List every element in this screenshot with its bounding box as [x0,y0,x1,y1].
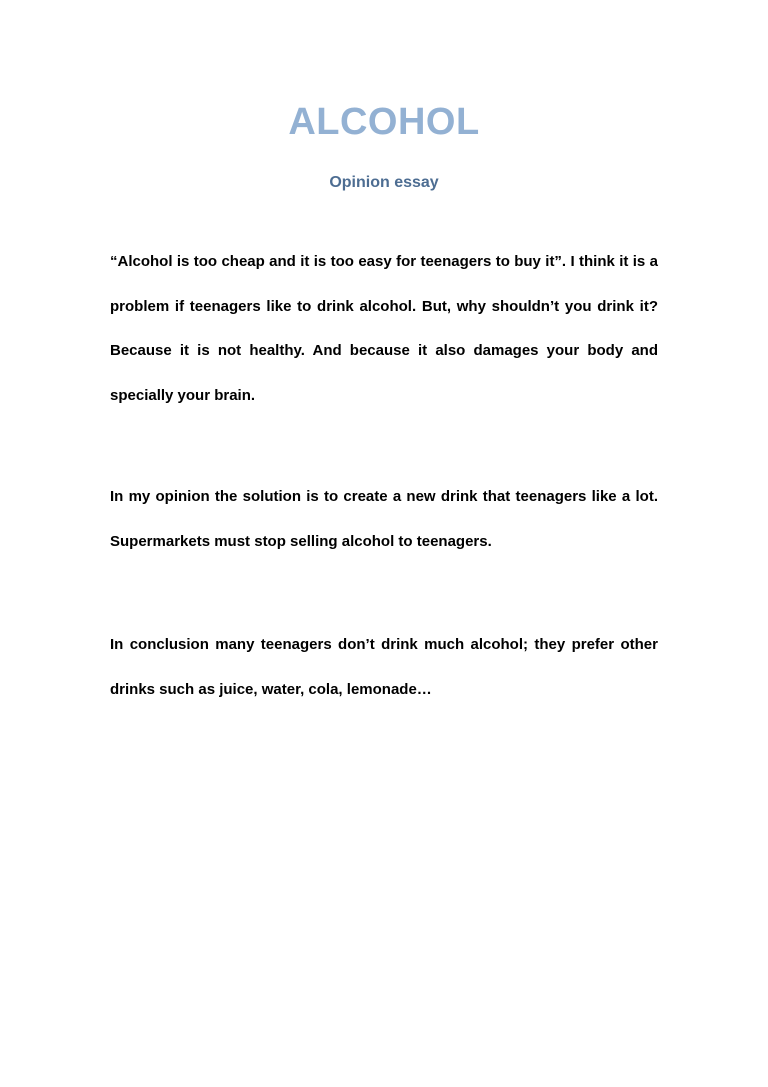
paragraph-conclusion: In conclusion many teenagers don’t drink much alcohol; they prefer other drinks such as juice, water, cola, lemonade… [110,636,658,698]
page-title: ALCOHOL [288,101,480,143]
paragraph-opinion: In my opinion the solution is to create a new drink that teenagers like a lot. Supermarkets must stop selling alcohol to teenagers. [110,488,658,550]
paragraph-introduction: “Alcohol is too cheap and it is too easy for teenagers to buy it”. I think it is a problem if teenagers like to drink alcohol. But, why shouldn’t you drink it? Because it is not healthy. And because it also damages your body and specially your brain. [110,253,658,404]
page-subtitle: Opinion essay [329,174,439,191]
